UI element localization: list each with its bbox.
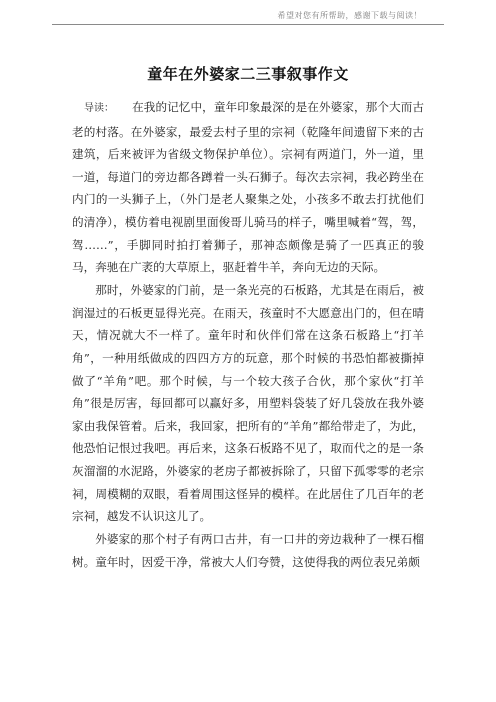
header-divider [52,24,444,25]
paragraph: 外婆家的那个村子有两口古井，有一口井的旁边栽种了一棵石榴树。童年时，因爱干净，常被大人们夸赞，这使得我的两位表兄弟颇 [72,532,424,569]
paragraph-text: 在我的记忆中，童年印象最深的是在外婆家，那个大而古老的村落。在外婆家，最爱去村子里的宗祠（乾隆年间遗留下来的古建筑，后来被评为省级文物保护单位）。宗祠有两道门，外一道，里一道，每道门的旁边都各蹲着一头石狮子。每次去宗祠，我必跨坐在内门的一头狮子上，（外门是老人聚集之处，小孩多不敢去打扰他们的清净），模仿着电视剧里面俊哥儿骑马的样子，嘴里喊着“驾，驾，驾……”，手脚同时拍打着狮子，那神态颇像是骑了一匹真正的骏马，奔驰在广袤的大草原上，驱赶着牛羊，奔向无边的天际。 [72,100,424,275]
paragraph-intro [72,96,424,279]
intro-label: 导读： [84,103,114,114]
paragraph: 那时，外婆家的门前，是一条光亮的石板路，尤其是在雨后，被润湿过的石板更显得光亮。在雨天，孩童时不大愿意出门的，但在晴天，情况就大不一样了。童年时和伙伴们常在这条石板路上“打羊角”，一种用纸做成的四四方方的玩意，那个时候的书恐怕都被撕掉做了“羊角”吧。那个时候，与一个较大孩子合伙，那个家伙“打羊角”很是厉害，每回都可以赢好多，用塑料袋装了好几袋放在我外婆家由我保管着。后来，我回家，把所有的“羊角”都给带走了，为此，他恐怕记恨过我吧。再后来，这条石板路不见了，取而代之的是一条灰溜溜的水泥路，外婆家的老房子都被拆除了，只留下孤零零的老宗祠，周模糊的双眼，看着周围这怪异的模样。在此居住了几百年的老宗祠，越发不认识这儿了。 [72,283,424,524]
header-note: 希望对您有所帮助，感谢下载与阅读！ [277,11,422,20]
article-body [72,96,424,574]
page-title: 童年在外婆家二三事叙事作文 [147,65,349,83]
